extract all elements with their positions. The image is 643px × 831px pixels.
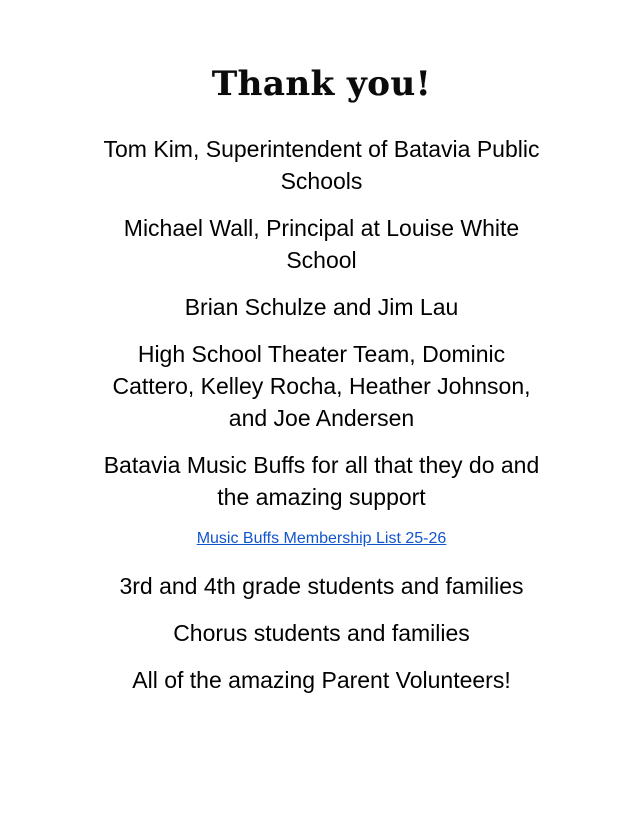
acknowledgment-schulze-lau <box>40 291 603 323</box>
membership-list-link[interactable]: Music Buffs Membership List 25-26 <box>196 530 447 547</box>
acknowledgment-grade-students <box>40 570 603 602</box>
text-line: and Joe Andersen <box>228 405 415 431</box>
acknowledgment-principal <box>40 212 603 276</box>
text-line: Tom Kim, Superintendent of Batavia Public <box>103 136 540 162</box>
acknowledgment-theater-team <box>40 338 603 434</box>
acknowledgment-parent-volunteers <box>40 664 603 696</box>
text-line: Batavia Music Buffs for all that they do and <box>103 452 540 478</box>
text-line: All of the amazing Parent Volunteers! <box>132 667 511 693</box>
text-line: Michael Wall, Principal at Louise White <box>123 215 520 241</box>
acknowledgment-superintendent <box>40 133 603 197</box>
text-line: Chorus students and families <box>173 620 470 646</box>
acknowledgment-chorus-students <box>40 617 603 649</box>
text-line: the amazing support <box>217 484 426 510</box>
text-line: 3rd and 4th grade students and families <box>119 573 524 599</box>
text-line: School <box>286 247 357 273</box>
text-line: Brian Schulze and Jim Lau <box>184 294 459 320</box>
text-line: Schools <box>280 168 363 194</box>
membership-link-row <box>40 528 603 550</box>
text-line: High School Theater Team, Dominic <box>137 341 506 367</box>
acknowledgment-music-buffs <box>40 449 603 513</box>
text-line: Cattero, Kelley Rocha, Heather Johnson, <box>112 373 531 399</box>
page-title: Thank you! <box>211 64 432 104</box>
